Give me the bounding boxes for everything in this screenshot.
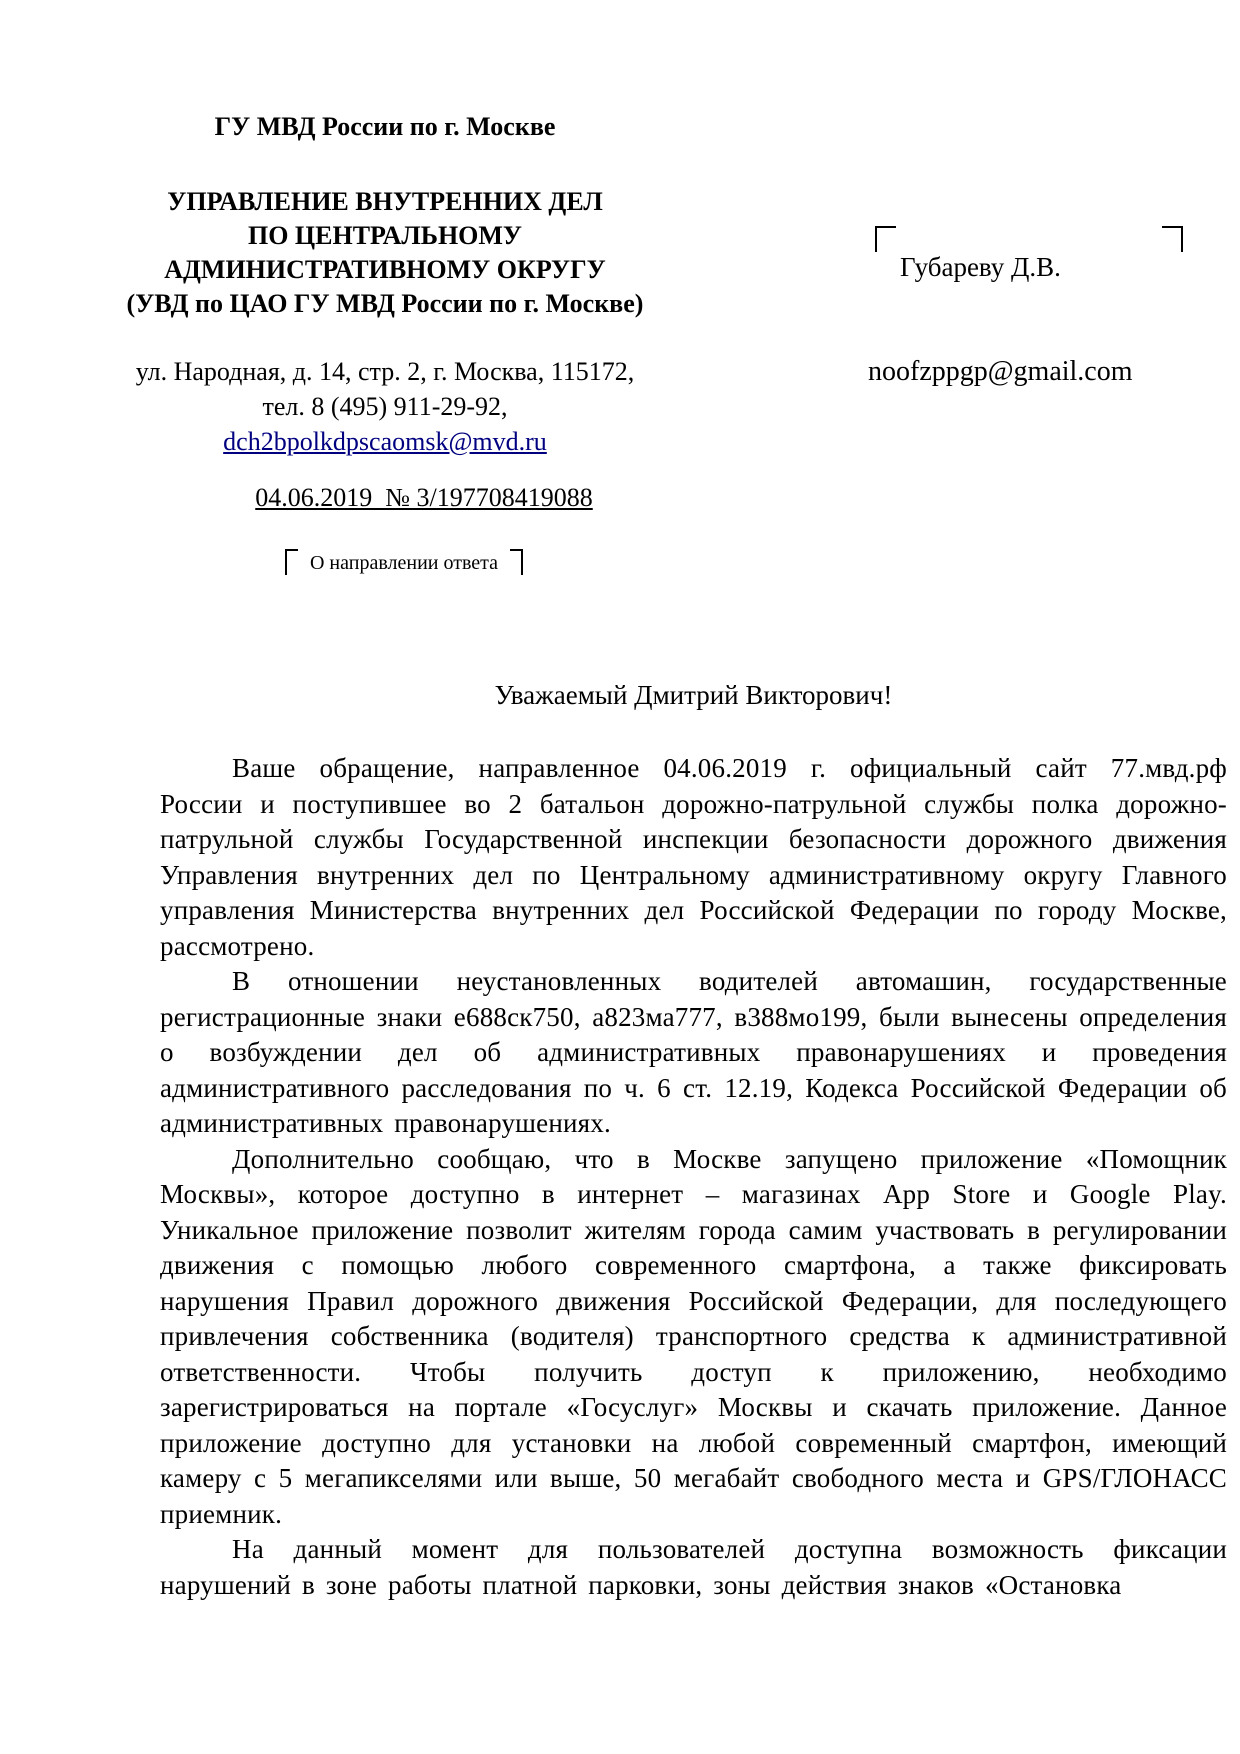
letterhead-org-line: ПО ЦЕНТРАЛЬНОМУ [247, 221, 523, 250]
salutation: Уважаемый Дмитрий Викторович! [494, 680, 893, 710]
letter-body [160, 678, 1227, 1603]
subject-corner-mark-left [285, 549, 298, 575]
letterhead-org-line: УПРАВЛЕНИЕ ВНУТРЕННИХ ДЕЛ [167, 187, 603, 216]
body-paragraph: В отношении неустановленных водителей автомашин, государственные регистрационные знаки е688ск750, а823ма777, в388мо199, были вынесены определения о возбуждении дел об административных правонарушениях и проведения административного расследования по ч. 6 ст. 12.19, Кодекса Российской Федерации об административных правонарушениях. [160, 966, 1227, 1138]
subject-text: О направлении ответа [309, 552, 499, 574]
body-paragraph: Дополнительно сообщаю, что в Москве запущено приложение «Помощник Москвы», которое доступно в интернет – магазинах App Store и Google Play. Уникальное приложение позволит жителям города самим участвовать в регулировании движения с помощью любого современного смартфона, а также фиксировать нарушения Правил дорожного движения Российской Федерации, для последующего привлечения собственника (водителя) транспортного средства к административной ответственности. Чтобы получить доступ к приложению, необходимо зарегистрироваться на портале «Госуслуг» Москвы и скачать приложение. Данное приложение доступно для установки на любой современный смартфон, имеющий камеру с 5 мегапикселями или выше, 50 мегабайт свободного места и GPS/ГЛОНАСС приемник. [160, 1143, 1227, 1529]
letterhead-org-line: (УВД по ЦАО ГУ МВД России по г. Москве) [126, 289, 644, 318]
address-corner-mark-right [1162, 226, 1183, 252]
letterhead-org-name [70, 185, 700, 321]
letterhead-address: ул. Народная, д. 14, стр. 2, г. Москва, 115172, [135, 357, 635, 386]
date-number-text: 04.06.2019 № 3/197708419088 [255, 483, 593, 512]
recipient-block [875, 226, 1183, 283]
address-corner-mark-left [875, 226, 896, 252]
letterhead-email-link[interactable]: dch2bpolkdpscaomsk@mvd.ru [223, 427, 547, 456]
letterhead-agency: ГУ МВД России по г. Москве [214, 112, 556, 141]
body-paragraph: На данный момент для пользователей доступна возможность фиксации нарушений в зоне работы платной парковки, зоны действия знаков «Остановка [160, 1534, 1227, 1600]
letterhead-contacts [70, 354, 700, 459]
recipient-name: Губареву Д.В. [900, 252, 1061, 282]
body-paragraph: Ваше обращение, направленное 04.06.2019 г. официальный сайт 77.мвд.рф России и поступившее во 2 батальон дорожно-патрульной службы полка дорожно-патрульной службы Государственной инспекции безопасности дорожного движения Управления внутренних дел по Центральному административному округу Главного управления Министерства внутренних дел Российской Федерации по городу Москве, рассмотрено. [160, 753, 1227, 961]
recipient-email: noofzppgp@gmail.com [868, 356, 1133, 387]
letter-subject [70, 549, 700, 581]
letter-date-number [70, 483, 700, 513]
letterhead-org-line: АДМИНИСТРАТИВНОМУ ОКРУГУ [164, 255, 606, 284]
letterhead-phone: тел. 8 (495) 911-29-92, [262, 392, 508, 421]
subject-corner-mark-right [510, 549, 523, 575]
